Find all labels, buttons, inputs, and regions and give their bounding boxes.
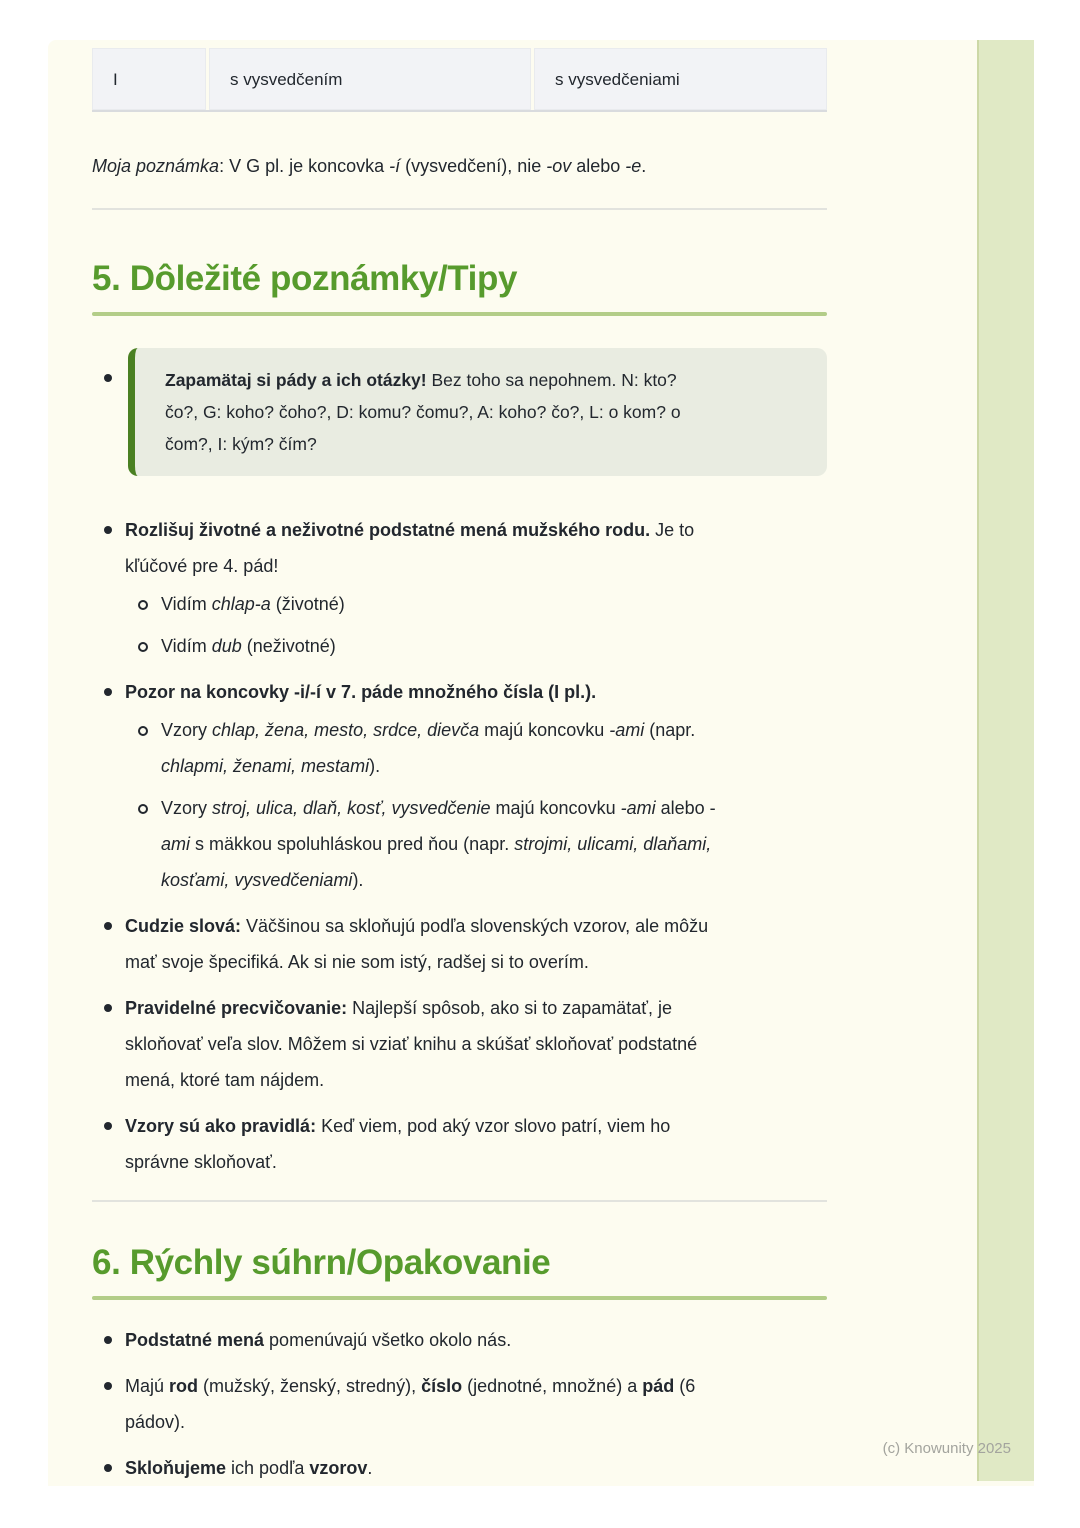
bullet-item: Cudzie slová: Väčšinou sa skloňujú podľa slovenských vzorov, ale môžu mať svoje špecifiká. Ak si nie som istý, radšej si to overím.	[92, 908, 827, 980]
tips-list	[92, 348, 827, 1180]
watermark: (c) Knowunity 2025	[882, 1440, 1011, 1457]
content-panel	[48, 40, 1034, 1486]
bullet-item: Podstatné mená pomenúvajú všetko okolo nás.	[92, 1322, 827, 1358]
bullet-item	[92, 512, 827, 664]
sub-list	[125, 712, 827, 898]
table-cell-case: I	[92, 48, 206, 110]
personal-note: Moja poznámka: V G pl. je koncovka -í (vysvedčení), nie -ov alebo -e.	[92, 156, 647, 176]
document-content	[92, 40, 827, 1496]
callout-box: Zapamätaj si pády a ich otázky! Bez toho sa nepohnem. N: kto? čo?, G: koho? čoho?, D: komu? čomu?, A: koho? čo?, L: o kom? o čom?, I: kým? čím?	[128, 348, 827, 476]
section-divider	[92, 1200, 827, 1202]
bullet-item	[92, 674, 827, 898]
section-divider	[92, 208, 827, 210]
bullet-item: Majú rod (mužský, ženský, stredný), číslo (jednotné, množné) a pád (6 pádov).	[92, 1368, 827, 1440]
declension-table-row	[92, 48, 827, 112]
sub-bullet-item: Vzory stroj, ulica, dlaň, kosť, vysvedčenie majú koncovku -ami alebo - ami s mäkkou spoluhláskou pred ňou (napr. strojmi, ulicami, dlaňami, kosťami, vysvedčeniami).	[137, 790, 827, 898]
section-5-heading: 5. Dôležité poznámky/Tipy	[92, 259, 518, 298]
bullet-text: Pozor na koncovky -i/-í v 7. páde množného čísla (I pl.).	[125, 682, 597, 702]
bullet-item-callout	[92, 348, 827, 476]
heading-underline	[92, 312, 827, 316]
bullet-item: Vzory sú ako pravidlá: Keď viem, pod aký vzor slovo patrí, viem ho správne skloňovať.	[92, 1108, 827, 1180]
sub-bullet-item: Vidím dub (neživotné)	[137, 628, 827, 664]
section-6-heading: 6. Rýchly súhrn/Opakovanie	[92, 1243, 551, 1282]
summary-list	[92, 1322, 827, 1486]
table-cell-singular: s vysvedčením	[209, 48, 531, 110]
sub-bullet-item: Vzory chlap, žena, mesto, srdce, dievča majú koncovku -ami (napr. chlapmi, ženami, mestami).	[137, 712, 827, 784]
bullet-item: Skloňujeme ich podľa vzorov.	[92, 1450, 827, 1486]
heading-underline	[92, 1296, 827, 1300]
sub-list	[125, 586, 827, 664]
table-cell-plural: s vysvedčeniami	[534, 48, 827, 110]
sub-bullet-item: Vidím chlap-a (životné)	[137, 586, 827, 622]
bullet-item: Pravidelné precvičovanie: Najlepší spôsob, ako si to zapamätať, je skloňovať veľa slov. Môžem si vziať knihu a skúšať skloňovať podstatné mená, ktoré tam nájdem.	[92, 990, 827, 1098]
bullet-text: Rozlišuj životné a neživotné podstatné mená mužského rodu. Je to kľúčové pre 4. pád!	[125, 520, 695, 576]
page-edge-bar	[977, 40, 1034, 1481]
